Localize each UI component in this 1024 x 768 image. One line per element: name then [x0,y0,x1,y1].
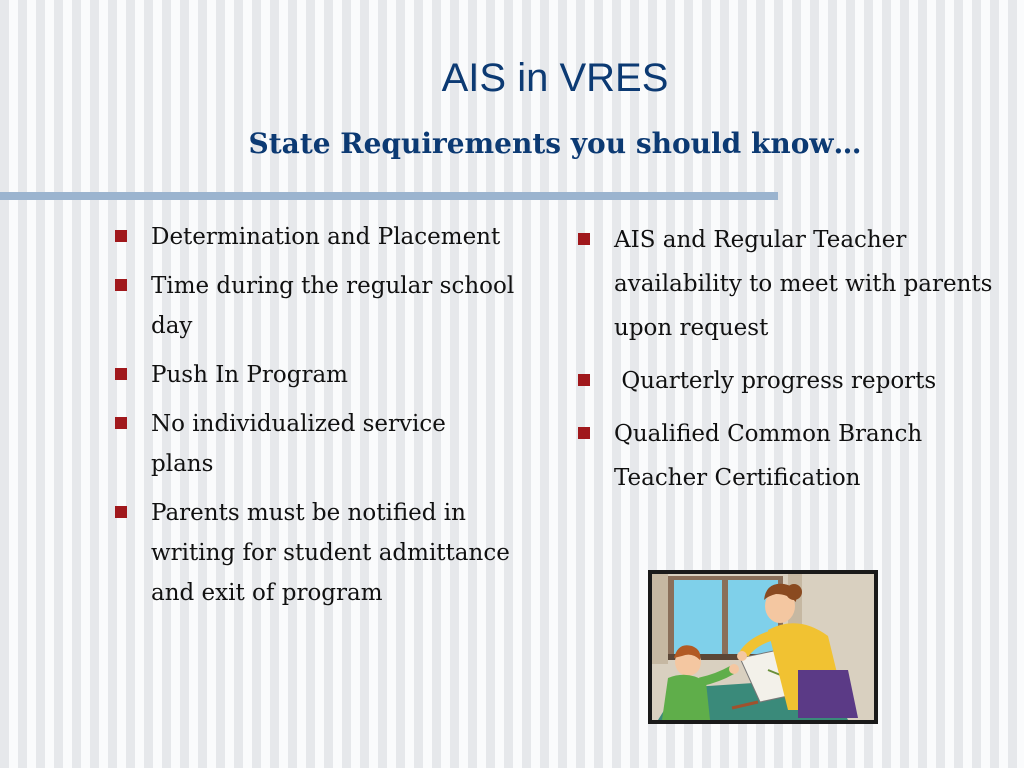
list-item [115,355,515,395]
list-item-text: Push In Program [151,362,348,388]
list-item-text: No individualized service plans [151,411,446,477]
list-item-text: Time during the regular school day [151,273,515,339]
list-item [578,359,1018,403]
divider-rule [0,192,778,200]
list-item [578,412,1018,500]
list-item-text: Parents must be notified in writing for student admittance and exit of program [151,500,510,606]
slide-subtitle: State Requirements you should know… [248,127,862,160]
list-item [115,493,515,613]
left-bullet-list [115,217,515,622]
list-item-text: Determination and Placement [151,224,501,250]
list-item [115,266,515,346]
square-bullet-icon [115,368,127,380]
square-bullet-icon [115,279,127,291]
square-bullet-icon [115,506,127,518]
list-item [115,217,515,257]
right-bullet-list [578,218,1018,509]
square-bullet-icon [578,374,590,386]
square-bullet-icon [578,427,590,439]
square-bullet-icon [115,417,127,429]
list-item-text: AIS and Regular Teacher availability to meet with parents upon request [614,227,993,341]
square-bullet-icon [115,230,127,242]
list-item [115,404,515,484]
list-item [578,218,1018,350]
list-item-text: Qualified Common Branch Teacher Certification [614,421,923,491]
list-item-text: Quarterly progress reports [614,368,937,394]
square-bullet-icon [578,233,590,245]
teacher-with-student-clipart [648,570,878,724]
slide-title: AIS in VRES [441,56,669,100]
